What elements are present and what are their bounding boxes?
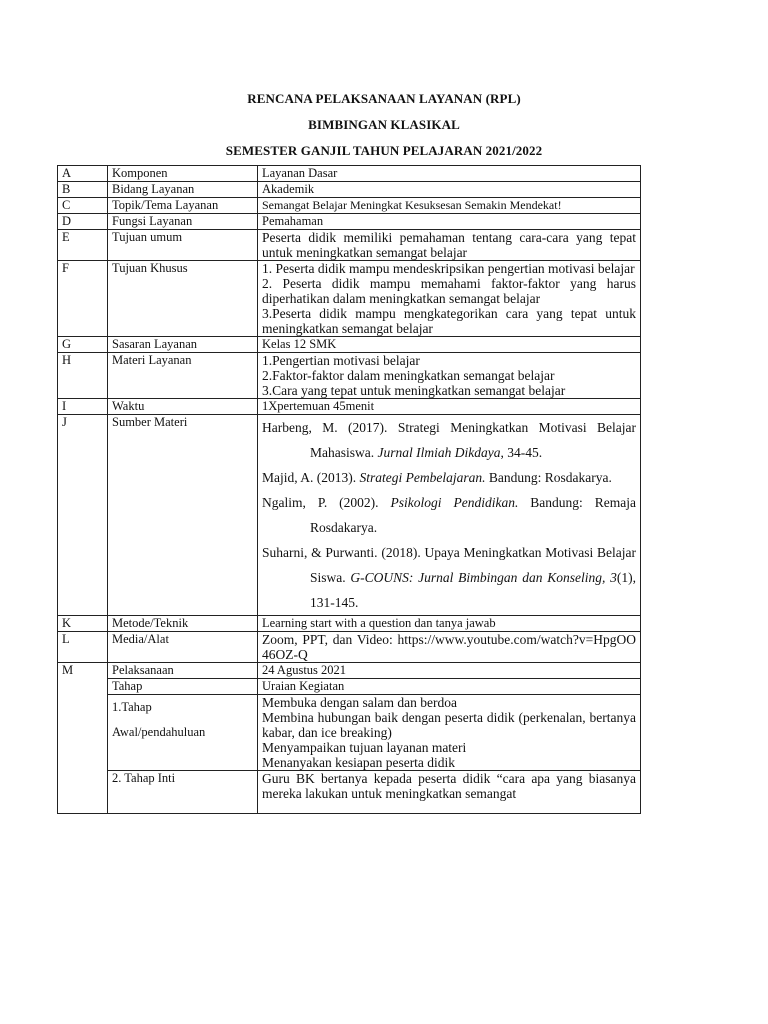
reference-source: Jurnal Ilmiah Dikdaya: [377, 445, 501, 460]
table-row: [58, 353, 641, 399]
row-label: Sasaran Layanan: [108, 337, 258, 353]
table-row: [58, 415, 641, 616]
references-cell: [258, 415, 641, 616]
row-value: Peserta didik memiliki pemahaman tentang cara-cara yang tepat untuk meningkatkan semangat belajar: [258, 230, 641, 261]
reference-text: Suharni, & Purwanti. (2018). Upaya Meningkatkan Motivasi Belajar Siswa.: [262, 545, 636, 585]
stage-header-value: Uraian Kegiatan: [258, 679, 641, 695]
table-row: [58, 182, 641, 198]
row-label: Pelaksanaan: [108, 663, 258, 679]
table-row: [58, 695, 641, 771]
stage-label: [108, 695, 258, 771]
table-row: [58, 632, 641, 663]
row-value: Akademik: [258, 182, 641, 198]
reference-pages: , 34-45.: [500, 445, 543, 460]
reference-source: G-COUNS: Jurnal Bimbingan dan Konseling, 3: [350, 570, 617, 585]
stage-header-label: Tahap: [108, 679, 258, 695]
list-item: 1.Pengertian motivasi belajar: [262, 353, 420, 368]
table-row: [58, 399, 641, 415]
table-row: [58, 214, 641, 230]
table-row: [58, 679, 641, 695]
row-code: G: [58, 337, 108, 353]
list-item: Membina hubungan baik dengan peserta didik (perkenalan, bertanya kabar, dan ice breaking): [262, 710, 636, 740]
row-code: I: [58, 399, 108, 415]
table-row: [58, 616, 641, 632]
reference-item: [262, 490, 636, 540]
table-row: [58, 166, 641, 182]
reference-text: Ngalim, P. (2002).: [262, 495, 391, 510]
table-row: [58, 771, 641, 814]
row-code: L: [58, 632, 108, 663]
row-label: Bidang Layanan: [108, 182, 258, 198]
row-label: Materi Layanan: [108, 353, 258, 399]
reference-source: Strategi Pembelajaran.: [359, 470, 486, 485]
reference-text: Majid, A. (2013).: [262, 470, 360, 485]
table-row: [58, 261, 641, 337]
row-code: J: [58, 415, 108, 616]
reference-item: [262, 415, 636, 465]
row-value: Kelas 12 SMK: [258, 337, 641, 353]
row-code: F: [58, 261, 108, 337]
table-row: [58, 230, 641, 261]
list-item: Menyampaikan tujuan layanan materi: [262, 740, 467, 755]
row-label: Metode/Teknik: [108, 616, 258, 632]
row-value: Semangat Belajar Meningkat Kesuksesan Semakin Mendekat!: [258, 198, 641, 214]
row-label: Fungsi Layanan: [108, 214, 258, 230]
row-label: Waktu: [108, 399, 258, 415]
row-value: Learning start with a question dan tanya jawab: [258, 616, 641, 632]
list-item: 3.Peserta didik mampu mengkategorikan cara yang tepat untuk meningkatkan semangat belajar: [262, 306, 636, 336]
row-label: Tujuan umum: [108, 230, 258, 261]
row-value-list: [258, 261, 641, 337]
row-value: Layanan Dasar: [258, 166, 641, 182]
title-line-2: BIMBINGAN KLASIKAL: [308, 117, 460, 132]
reference-publisher: Bandung: Rosdakarya.: [485, 470, 612, 485]
list-item: 3.Cara yang tepat untuk meningkatkan semangat belajar: [262, 383, 566, 398]
table-row: [58, 198, 641, 214]
row-label: Komponen: [108, 166, 258, 182]
row-value: 24 Agustus 2021: [258, 663, 641, 679]
document-title-block: [0, 86, 768, 164]
stage-label: 2. Tahap Inti: [108, 771, 258, 814]
list-item: Membuka dengan salam dan berdoa: [262, 695, 457, 710]
reference-publisher: Bandung: Remaja Rosdakarya.: [310, 495, 636, 535]
reference-item: [262, 465, 636, 490]
stage-label-line: 1.Tahap: [112, 700, 152, 714]
rpl-table: [57, 165, 641, 814]
stage-activities: Guru BK bertanya kepada peserta didik “cara apa yang biasanya mereka lakukan untuk meningkatkan semangat: [258, 771, 641, 814]
list-item: 2.Faktor-faktor dalam meningkatkan semangat belajar: [262, 368, 555, 383]
row-value: Pemahaman: [258, 214, 641, 230]
row-label: Sumber Materi: [108, 415, 258, 616]
reference-pages: (1), 131-145.: [310, 570, 636, 610]
row-code: C: [58, 198, 108, 214]
reference-text: Harbeng, M. (2017). Strategi Meningkatkan Motivasi Belajar Mahasiswa.: [262, 420, 636, 460]
table-row: [58, 663, 641, 679]
stage-activities: [258, 695, 641, 771]
row-label: Media/Alat: [108, 632, 258, 663]
row-code: H: [58, 353, 108, 399]
list-item: Menanyakan kesiapan peserta didik: [262, 755, 456, 770]
table-row: [58, 337, 641, 353]
row-label: Tujuan Khusus: [108, 261, 258, 337]
stage-label-line: Awal/pendahuluan: [112, 725, 206, 739]
list-item: 1. Peserta didik mampu mendeskripsikan pengertian motivasi belajar: [262, 261, 635, 276]
title-line-3: SEMESTER GANJIL TAHUN PELAJARAN 2021/2022: [225, 143, 543, 158]
row-value-list: [258, 353, 641, 399]
reference-source: Psikologi Pendidikan.: [390, 495, 519, 510]
row-value: Zoom, PPT, dan Video: https://www.youtube.com/watch?v=HpgOO46OZ-Q: [258, 632, 641, 663]
list-item: 2. Peserta didik mampu memahami faktor-faktor yang harus diperhatikan dalam meningkatkan semangat belajar: [262, 276, 636, 306]
row-code: E: [58, 230, 108, 261]
row-code: M: [58, 663, 108, 814]
row-value: 1Xpertemuan 45menit: [258, 399, 641, 415]
row-code: D: [58, 214, 108, 230]
reference-item: [262, 540, 636, 615]
row-code: K: [58, 616, 108, 632]
row-code: A: [58, 166, 108, 182]
row-code: B: [58, 182, 108, 198]
title-line-1: RENCANA PELAKSANAAN LAYANAN (RPL): [247, 91, 521, 106]
row-label: Topik/Tema Layanan: [108, 198, 258, 214]
